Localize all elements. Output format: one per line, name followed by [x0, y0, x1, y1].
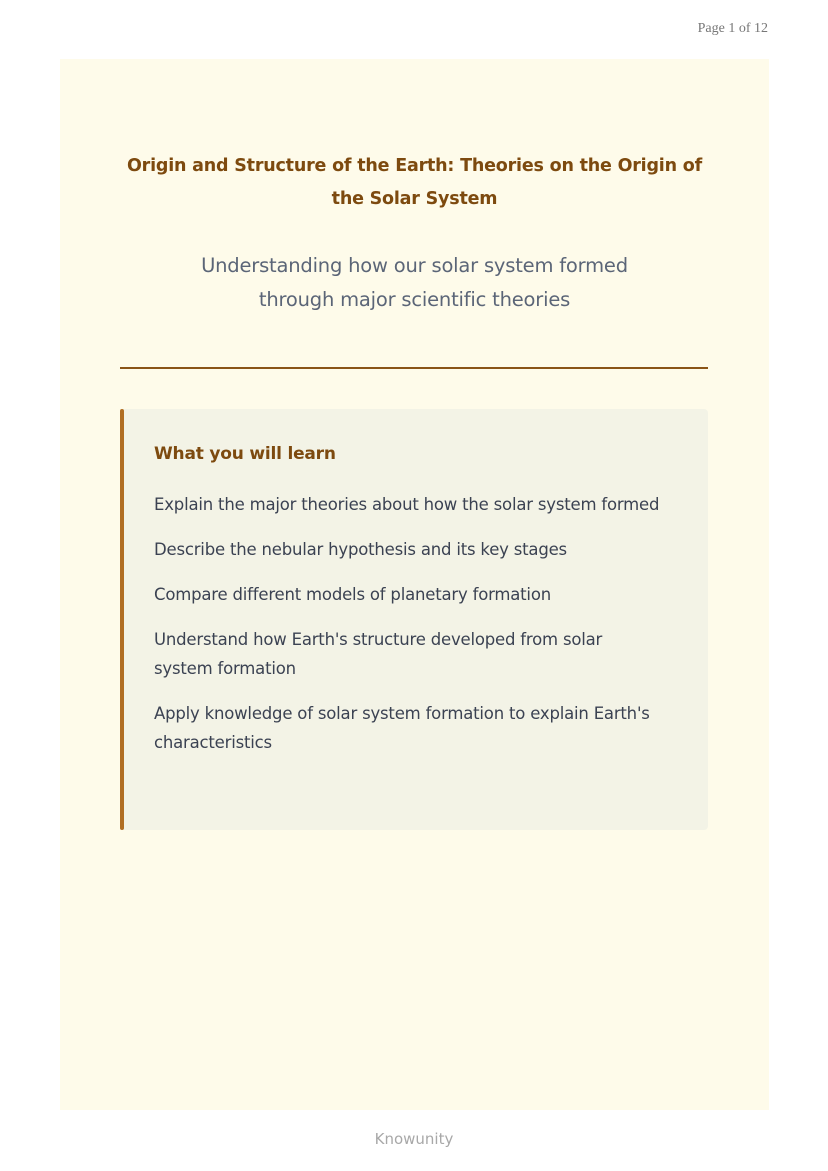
learning-objectives-list: [154, 490, 664, 773]
footer-brand: Knowunity: [374, 1130, 454, 1148]
learning-objective-item: Compare different models of planetary formation: [154, 585, 551, 604]
learning-objective-item: Understand how Earth's structure developed from solar system formation: [154, 630, 603, 678]
learning-objectives-box: [120, 409, 708, 830]
document-title: Origin and Structure of the Earth: Theories on the Origin of the Solar System: [126, 156, 702, 209]
accent-bar: [120, 409, 124, 830]
learning-objective-item: Explain the major theories about how the solar system formed: [154, 495, 660, 514]
document-subtitle: Understanding how our solar system formed through major scientific theories: [201, 254, 628, 311]
page-counter: Page 1 of 12: [697, 21, 768, 36]
section-divider: [120, 367, 708, 369]
document-page: [60, 59, 769, 1110]
learning-objective-item: Apply knowledge of solar system formation to explain Earth's characteristics: [154, 704, 650, 752]
learning-objective-item: Describe the nebular hypothesis and its key stages: [154, 540, 567, 559]
learning-objectives-heading: What you will learn: [154, 444, 336, 464]
